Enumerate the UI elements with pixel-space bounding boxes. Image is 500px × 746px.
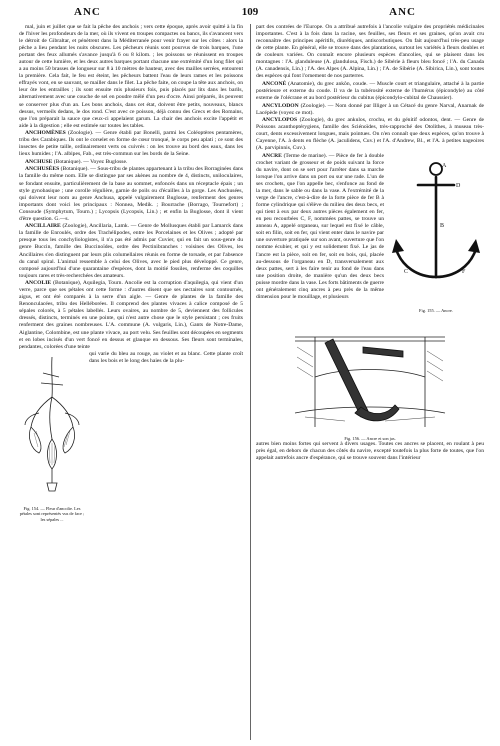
entry-ancolie-continued: part des contrées de l'Europe. On a attribué autrefois à l'ancolie vulgaire des propriétés médicinales importantes. C'est à la fois dans la racine, ses feuilles, ses fleurs et ses graines, qu'on avait cru reconnaître des principes apéritifs, diurétiques, antiscorbutiques. On fait aujourd'hui très-peu usage de cette plante. En général, elle se trouve dans des plantations, surtout les variétés à fleurs doubles et de couleurs variées. On connaît encore plusieurs espèces d'ancolies, qui se plaisent dans les montagnes : l'A. glanduleuse (A. glandulosa, Fisch.) de Sibérie à fleurs bleu foncé ; l'A. du Canada (A. canadensis, Lin.) ; l'A. des Alpes (A. Alpina, Lin.) ; l'A. de Sibérie (A. Sibirica, Lin.), sont toutes des espèces qui font l'ornement de nos parterres. — [256, 24, 484, 80]
entry-body: (Anatomie), du grec ankôn, coude. — Muscle court et triangulaire, attaché à la partie postérieure et externe du coude. Il va de la tubérosité externe de l'humérus (épicondyle) au côté externe de l'olécrane et au bord postérieur du cubitus (épicondylo-cubital de Chaussier). — [256, 80, 484, 101]
left-column — [19, 24, 243, 740]
anchor-illustration — [388, 155, 484, 305]
svg-text:B: B — [440, 222, 445, 229]
entry-term: ANCILLAIRE — [25, 223, 61, 230]
entry-body: (Botanique), Aquilegia, Tourn. Ancolie est la corruption d'aquilegia, qui vient d'un verre, parce que ses pétales ont cette forme : d'autres disent que ses nectaires sont contournés, aigus, et ont été comparés à la serre d'un aigle. — Genre de plantes de la famille des Renonculacées, tribu des Helléborées. Il comprend des plantes vivaces à calice composé de 5 sépales colorés, à 5 pétales labellés. Leurs ovaires, au nombre de 5, deviennent des follicules dressés, distincts, terminés en une pointe, qui n'est autre chose que le style persistant ; ces fruits renferment des graines nombreuses. L'A. commune (A. vulgaris, Lin.), Gants de Notre-Dame, Aiglantine, Colombine, est une plante vivace, au port velu. Ses feuilles sont découpées en segments et en lobes incisés d'un vert foncé en dessus et glauque en dessous. Ses fleurs sont terminales, pendantes, colorées d'une teinte — [19, 280, 243, 350]
column-divider — [250, 24, 251, 740]
entry-body: (Zoologie). — Nom donné par Illiger à un Cétacé du genre Narval, Anarnak de Lacépède (voyez ce mot). — [256, 102, 484, 116]
figure-154-caption: Fig. 154. — Fleur d'ancolie. Les pétales sont représentés vus de face ; les sépales ... — [19, 506, 85, 522]
figure-156 — [256, 317, 484, 441]
entry-anchuse — [19, 159, 243, 166]
figure-155 — [388, 155, 484, 313]
svg-text:F: F — [462, 268, 466, 275]
entry-body: (Zoologie), du grec ankulos, crochu, et du génitif odontos, dent. — Genre de Poissons acanthoptérygiens, famille des Sciénoïdes, très-rapproché des Otolithes, à museau très-court, dents excessivement longues, mais pointues. On n'en connaît que deux espèces, qu'on trouve à Cayenne, l'A. à dents en flèche (A. jaculidens, Cuv.) et l'A. d'Andrew, Bl., et l'A. à petites nageoires (A. parvipinnis, Cuv.). — [256, 117, 484, 152]
entry-body: (Zoologie). — Genre établi par Bonelli, parmi les Coléoptères pentamères, tribu des Carabiques. Ils ont le corselet en forme de cœur tronqué, le corps peu aplati ; ce sont des insectes de petite taille, ordinairement verts ou cuivrés : on les trouve au bord des eaux, dans les lieux humides ; l'A. albipes, Fab., est très-commun sur les bords de la Seine. — [19, 130, 243, 158]
svg-text:C: C — [404, 268, 409, 275]
entry-term: ANCHUSÉES — [25, 166, 60, 173]
header-right-word: ANC — [389, 6, 416, 18]
entry-body: (Botanique). — Voyez Buglosse. — [52, 158, 128, 165]
entry-term: ANCYLOPOS — [262, 117, 298, 124]
svg-text:A: A — [442, 162, 447, 169]
entry-term: ANCONÉ — [262, 80, 287, 87]
entry-anchomenes — [19, 130, 243, 158]
entry-body: (Botanique). — Sous-tribu de plantes appartenant à la tribu des Borraginées dans la famille du même nom. Elle se distingue par ses akènes au nombre de 4, distincts, uniloculaires, se fondant ensuite, particulièrement de la base au sommet, enfoncés dans un réceptacle épais ; un style gynobasique ; une corolle régulière, garnie de poils ou d'écailles à la gorge. Les Anchusées, qui doivent leur nom au genre Anchusa, appelé vulgairement Buglosse, renferment des genres importants dont voici les principaux : Nonnea, Medik. ; Bourrache (Borrago, Tournefort) ; Consoude (Symphytum, Tourn.) ; Lycopsis (Lycopsis, Lin.) ; et enfin la Buglosse, dont il vient d'être question. G.—s. — [19, 166, 243, 222]
entry-anchois-continued: mal, juin et juillet que se fait la pêche des anchois ; vers cette époque, après avoir quitté à la fin de l'hiver les profondeurs de la mer, où ils vivent en troupes compactes ou bancs, ils s'avancent vers le détroit de Gibraltar, et pénètrent dans la Méditerranée pour venir frayer sur les côtes : alors la pêche a lieu pendant les nuits obscures. Les pêcheurs réunis sont pourvus de trois barques, l'une portant des feux allumés s'avance jusqu'à 6 ou 8 kilom. ; les poissons se réunissent en troupes autour de cette lumière, et les deux autres barques portant chacune une extrémité d'un long filet qui a au moins 50 brasses de longueur sur 8 à 10 mètres de hauteur, avec des mailles serrées, entourent la première. Cela fait, le feu est éteint, les pêcheurs battent l'eau de leurs rames et les poissons effrayés vont, en se sauvant, se mailler dans le filet. La pêche faite, on coupe la tête aux anchois, on leur ôte les entrailles ; ils sont ensuite mis plusieurs fois, puis placés par lits dans les barils, alternativement avec une couche de sel en poudre mêlé d'un peu d'ocre. Ainsi préparés, ils peuvent se conserver plus d'un an. Les bons anchois, dans cet état, doivent être petits, nouveaux, blancs dessus, vermeils dedans, le dos rond. C'est avec ce poisson, déjà connu des Grecs et des Romains, que l'on préparait la sauce que ceux-ci appelaient garum. La chair des anchois excite l'appétit et aide à la digestion ; elle est estimée sur toutes les tables. — [19, 24, 243, 129]
running-header — [14, 6, 486, 22]
entry-body: (Terme de marine). — Pièce de fer à double crochet variant de grosseur et de poids suivant la force du navire, dont on se sert pour l'arrêter dans sa marche lorsque l'on arrive dans un port ou sur une rade. L'un de ses crochets, que l'on appelle bec, s'enfonce au fond de la mer, dans le sable ou dans la vase. A l'extrémité de la verge de l'ancre, c'est-à-dire de la forte pièce de fer B à forme cylindrique qui s'élève du milieu des deux becs, et qui tient à eux par deux autres pièces également en fer, en peu recourbées C, F, nommées pattes, se trouve un anneau A, appelé organeau, sur lequel est fixé le câble, soit en filin, soit en fer, qui vient enter dans le navire par une ouverture pratiquée sur son avant, ouverture que l'on nomme écubier, et qui y est solidement fixé. Le jas de l'ancre est la pièce, soit en fer, soit en bois, qui, placée au-dessous de l'organeau en D, transversalement aux deux pattes, sert à les faire tenir au fond de l'eau dans une position droite, de manière qu'un des deux becs puisse mordre dans la vase. Les forts bâtiments de guerre ont généralement cinq ancres à peu près de la même dimension pour le mouillage, et plusieurs — [256, 152, 384, 300]
figure-155-caption: Fig. 155. — Ancre. — [419, 307, 453, 313]
right-column — [256, 24, 484, 740]
entry-ancre-continued: autres bien moins fortes qui servent à divers usages. Toutes ces ancres se placent, en roulant à peu près égal, en dehors de chacun des côtés du navire, excepté toutefois la plus forte de toutes, que l'on appelait autrefois ancre d'espérance, qui se trouve souvent dans l'intérieur — [256, 441, 484, 462]
entry-term: ANCYLODON — [262, 102, 299, 109]
entry-ancylopos — [256, 117, 484, 152]
page-number: 109 — [241, 6, 259, 18]
entry-term: ANCRE — [262, 152, 282, 159]
figure-156-caption: Fig. 156. — Ancre et son jas. — [344, 436, 396, 442]
header-left-word: ANC — [74, 6, 101, 18]
entry-ancolie — [19, 280, 243, 350]
figure-154 — [19, 353, 85, 522]
columbine-flower-illustration — [19, 353, 85, 503]
entry-term: ANCHOMÈNES — [25, 130, 66, 137]
entry-ancone — [256, 81, 484, 102]
entry-ancylodon — [256, 103, 484, 117]
entry-anchusees — [19, 166, 243, 222]
anchor-with-stock-illustration — [285, 317, 455, 435]
entry-ancillaire — [19, 223, 243, 279]
svg-text:D: D — [456, 182, 461, 189]
entry-term: ANCHUSE — [25, 158, 53, 165]
entry-ancolie-end: qui varie du bleu au rouge, au violet et au blanc. Cette plante croît dans les bois et le long des haies de la plu- — [89, 351, 243, 365]
entry-term: ANCOLIE — [25, 280, 52, 287]
entry-body: (Zoologie), Ancillaria, Lamk. — Genre de Mollusques établi par Lamarck dans la famille de Enroulés, ordre des Trachélipodes, entre les Porcelaines et les Olives ; adopté par presque tous les conchyliologistes, il n'a pas été admis par Cuvier, qui en fait un sous-genre du genre Buccin, famille des Buccinoïdes, ordre des Pectinibranches : voisines des Olives, les Ancillaires s'en distinguent par leurs plis columellaires réunis en forme de torsade, et par l'absence du canal spiral. L'animal ressemble à celui des Olives, avec le pied plus développé. Ce genre, composé aujourd'hui d'une quarantaine d'espèces, dont la moitié fossiles, renferme des coquilles toujours rares et très-recherchées des amateurs. — [19, 223, 243, 279]
